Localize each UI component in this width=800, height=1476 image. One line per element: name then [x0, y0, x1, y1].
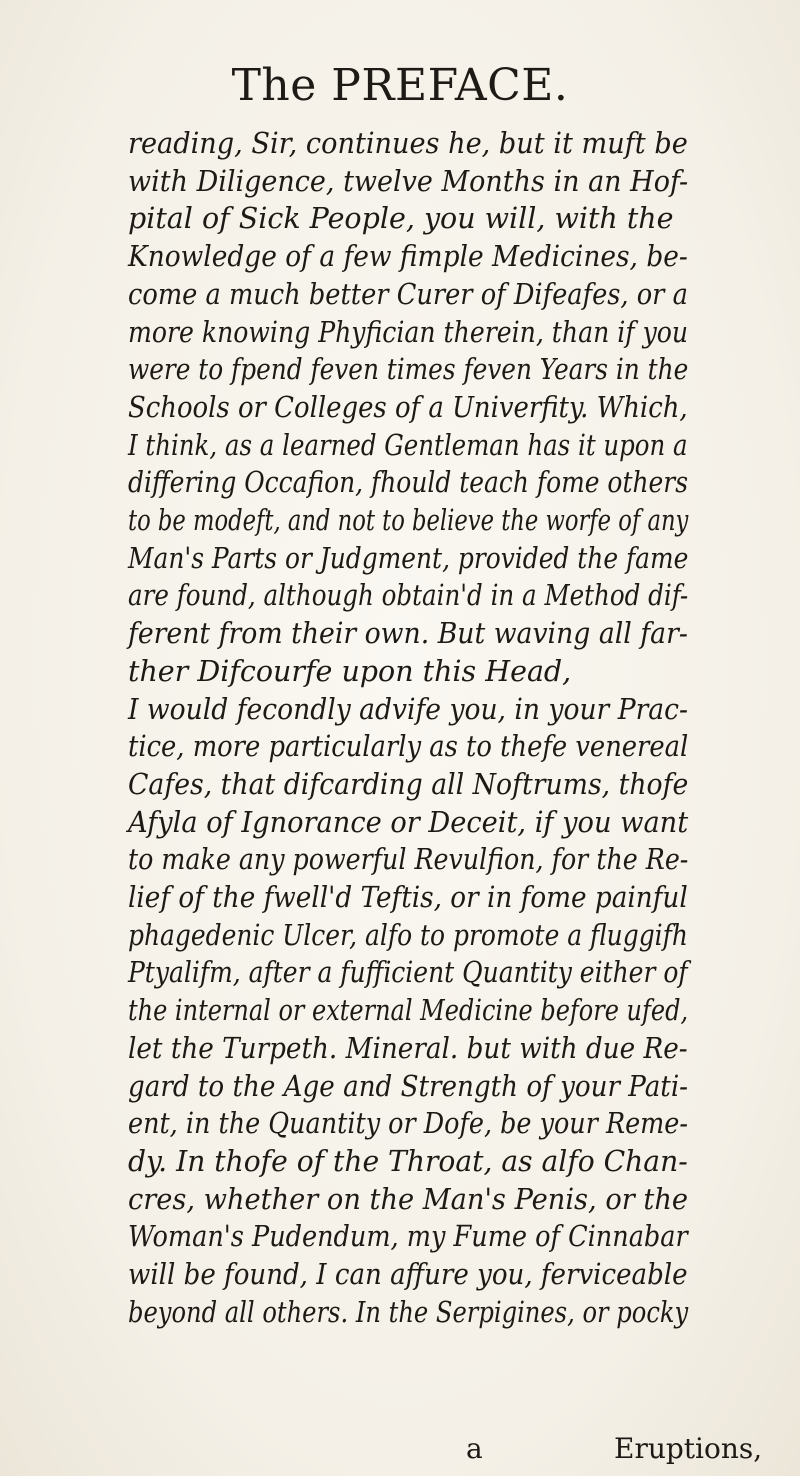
text-line: Schools or Colleges of a Univerfity. Which, [128, 390, 688, 424]
text-line: are found, although obtain'd in a Method dif- [128, 579, 689, 613]
running-head [0, 60, 800, 111]
text-line: to be modeft, and not to believe the worfe of any [128, 504, 689, 538]
text-line: Man's Parts or Judgment, provided the fame [128, 541, 689, 575]
text-line: with Diligence, twelve Months in an Hof- [128, 164, 689, 198]
text-line: will be found, I can affure you, ferviceable [128, 1258, 688, 1292]
text-line: Cafes, that difcarding all Noftrums, thofe [128, 767, 689, 801]
catchword: Eruptions, [614, 1432, 763, 1465]
text-line: were to fpend feven times feven Years in the [128, 353, 689, 387]
text-line: I think, as a learned Gentleman has it upon a [128, 428, 688, 462]
text-line: to make any powerful Revulfion, for the Re- [128, 843, 689, 877]
text-line: ther Difcourfe upon this Head, [128, 654, 572, 688]
text-line: Woman's Pudendum, my Fume of Cinnabar [128, 1220, 688, 1254]
signature-mark: a [466, 1432, 483, 1465]
text-line: cres, whether on the Man's Penis, or the [128, 1182, 689, 1216]
text-line: ferent from their own. But waving all far- [128, 617, 688, 651]
text-line: Knowledge of a few fimple Medicines, be- [128, 240, 688, 274]
text-line: phagedenic Ulcer, alfo to promote a fluggifh [128, 918, 688, 952]
text-line: come a much better Curer of Difeafes, or a [128, 277, 688, 311]
text-line: lief of the fwell'd Teftis, or in fome painful [128, 881, 688, 915]
text-line: I would fecondly advife you, in your Prac- [128, 692, 688, 726]
text-line: pital of Sick People, you will, with the [128, 202, 674, 236]
text-line: dy. In thofe of the Throat, as alfo Chan- [128, 1144, 688, 1178]
text-line: ent, in the Quantity or Dofe, be your Reme- [128, 1107, 688, 1141]
running-head-text: The PREFACE. [231, 60, 569, 111]
text-line: reading, Sir, continues he, but it muft be [128, 127, 688, 160]
text-line: Ptyalifm, after a fufficient Quantity either of [128, 956, 688, 990]
text-line: more knowing Phyfician therein, than if you [128, 315, 689, 349]
text-line: let the Turpeth. Mineral. but with due Re- [128, 1031, 688, 1065]
text-line: tice, more particularly as to thefe venereal [128, 730, 689, 764]
text-line: Afyla of Ignorance or Deceit, if you want [128, 805, 689, 839]
preface-body [128, 125, 688, 1332]
text-line: beyond all others. In the Serpigines, or pocky [128, 1295, 689, 1329]
text-line: the internal or external Medicine before ufed, [128, 994, 689, 1028]
text-line: gard to the Age and Strength of your Pati- [128, 1069, 689, 1103]
text-line: differing Occafion, fhould teach fome others [128, 466, 688, 500]
